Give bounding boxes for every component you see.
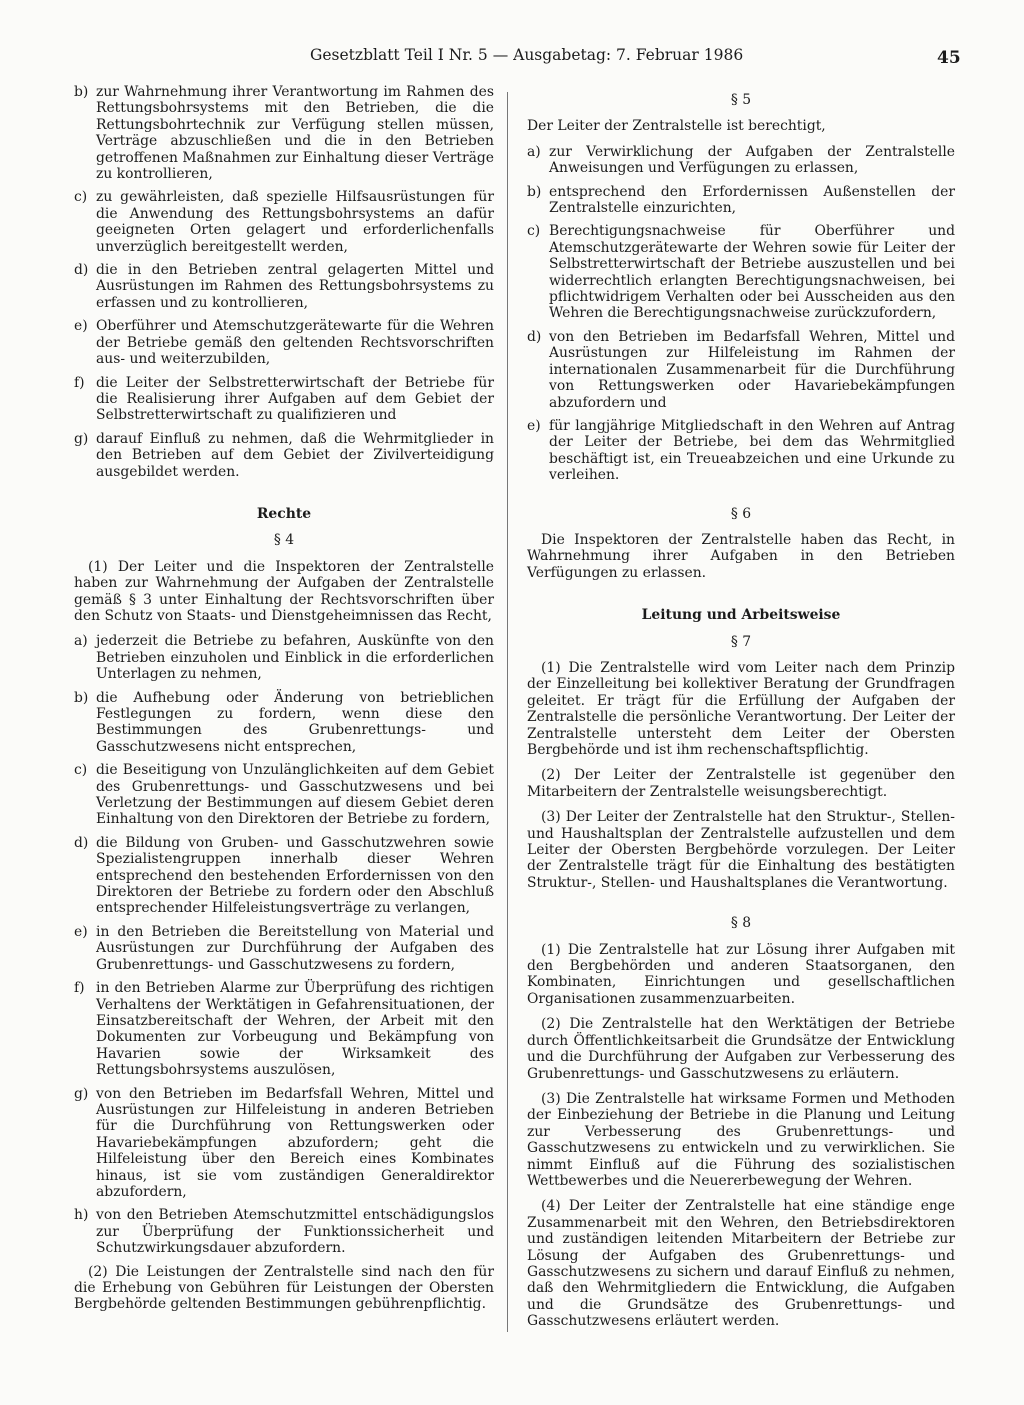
item-text: Oberführer und Atemschutzgerätewarte für die Wehren der Betriebe gemäß den geltenden Rechtsvorschriften aus- und weiterzubilden,	[96, 318, 494, 368]
item-label: f)	[74, 374, 85, 391]
heading-rechte: Rechte	[256, 505, 312, 522]
item-text: jederzeit die Betriebe zu befahren, Auskünfte von den Betrieben einzuholen und Einblick in die erforderlichen Unterlagen zu nehmen,	[96, 633, 494, 683]
item-text: entsprechend den Erfordernissen Außenstellen der Zentralstelle einzurichten,	[549, 183, 955, 217]
header-title: Gesetzblatt Teil I Nr. 5 — Ausgabetag: 7. Februar 1986	[310, 46, 744, 64]
item-text: für langjährige Mitgliedschaft in den Wehren auf Antrag der Leiter der Betriebe, bei dem das Wehrmitglied beschäftigt ist, ein Treueabzeichen und eine Urkunde zu verleihen.	[549, 417, 955, 484]
left-column	[74, 84, 494, 1322]
paragraph-7-1: (1) Die Zentralstelle wird vom Leiter nach dem Prinzip der Einzelleitung bei kollektiver Beratung der Grundfragen geleitet. Er trägt für die Erfüllung der Aufgaben der Zentralstelle die persönliche Verantwortung. Der Leiter der Zentralstelle untersteht dem Leiter der Obersten Bergbehörde und ist ihm rechenschaftspflichtig.	[527, 659, 955, 758]
item-label: c)	[74, 189, 88, 206]
section-5-title: § 5	[730, 92, 752, 108]
paragraph-7-3: (3) Der Leiter der Zentralstelle hat den Struktur-, Stellen- und Haushaltsplan der Zentralstelle aufzustellen und dem Leiter der Obersten Bergbehörde vorzulegen. Der Leiter der Zentralstelle trägt für die Einhaltung des bestätigten Struktur-, Stellen- und Haushaltsplanes die Verantwortung.	[527, 809, 955, 891]
list-item	[74, 262, 494, 311]
paragraph-4-1: (1) Der Leiter und die Inspektoren der Zentralstelle haben zur Wahrnehmung der Aufgaben der Zentralstelle gemäß § 3 unter Einhaltung der Rechtsvorschriften über den Schutz von Staats- und Dienstgeheimnissen das Recht,	[74, 558, 494, 624]
item-label: g)	[74, 430, 89, 447]
item-text: die in den Betrieben zentral gelagerten Mittel und Ausrüstungen im Rahmen des Rettungsbohrsystems zu erfassen und zu kontrollieren,	[96, 262, 494, 311]
item-text: die Beseitigung von Unzulänglichkeiten auf dem Gebiet des Grubenrettungs- und Gasschutzwesens und bei Verletzung der Bestimmungen auf diesem Gebiet deren Einhaltung von den Direktoren der Betriebe zu fordern,	[96, 762, 494, 828]
list-item	[74, 835, 494, 917]
item-label: b)	[74, 689, 89, 706]
item-text: die Aufhebung oder Änderung von betrieblichen Festlegungen zu fordern, wenn diese den Bestimmungen des Grubenrettungs- und Gasschutzwesens nicht entsprechen,	[96, 689, 494, 755]
item-label: a)	[527, 143, 541, 160]
paragraph-8-3: (3) Die Zentralstelle hat wirksame Formen und Methoden der Einbeziehung der Betriebe in die Planung und Leitung zur Verbesserung des Grubenrettungs- und Gasschutzwesens zu entwickeln und zu verwirklichen. Sie nimmt Einfluß auf die Führung des sozialistischen Wettbewerbes und die Neuererbewegung der Wehren.	[527, 1090, 955, 1189]
list-item	[74, 1086, 494, 1201]
page-number: 45	[937, 48, 961, 68]
list-item	[74, 189, 494, 255]
item-text: Berechtigungsnachweise für Oberführer und Atemschutzgerätewarte der Wehren sowie für Leiter der Selbstretterwirtschaft der Betriebe auszustellen und bei widerrechtlich erlangten Berechtigungsnachweisen, bei pflichtwidrigem Verhalten oder bei Ausscheiden aus den Wehren die Berechtigungsnachweise zurückzufordern,	[549, 223, 955, 322]
item-label: c)	[527, 223, 541, 240]
paragraph-7-2: (2) Der Leiter der Zentralstelle ist gegenüber den Mitarbeitern der Zentralstelle weisungsberechtigt.	[527, 767, 955, 800]
item-label: d)	[74, 834, 89, 851]
item-label: e)	[74, 318, 88, 335]
list-item	[74, 690, 494, 756]
item-text: in den Betrieben Alarme zur Überprüfung des richtigen Verhaltens der Werktätigen in Gefahrensituationen, der Einsatzbereitschaft der Wehren, der Arbeit mit den Dokumenten zur Vorbeugung und Bekämpfung von Havarien sowie der Wirksamkeit des Rettungsbohrsystems auszulösen,	[96, 980, 494, 1079]
list-item	[74, 84, 494, 182]
list-item	[527, 223, 955, 321]
page-header	[0, 46, 1024, 70]
item-label: d)	[74, 262, 89, 279]
item-label: h)	[74, 1207, 89, 1224]
list-item	[527, 184, 955, 217]
item-text: von den Betrieben Atemschutzmittel entschädigungslos zur Überprüfung der Funktionssicherheit und Schutzwirkungsdauer abzufordern.	[96, 1207, 494, 1257]
paragraph-4-2: (2) Die Leistungen der Zentralstelle sind nach den für die Erhebung von Gebühren für Leistungen der Obersten Bergbehörde geltenden Bestimmungen gebührenpflichtig.	[74, 1263, 494, 1313]
list-item	[74, 980, 494, 1078]
paragraph-6: Die Inspektoren der Zentralstelle haben das Recht, in Wahrnehmung ihrer Aufgaben in den Betrieben Verfügungen zu erlassen.	[527, 531, 955, 581]
list-item	[74, 924, 494, 973]
item-label: g)	[74, 1085, 89, 1102]
list-item	[74, 375, 494, 424]
list-item	[74, 431, 494, 480]
right-column	[527, 84, 955, 1339]
item-label: c)	[74, 762, 88, 779]
item-label: e)	[74, 923, 88, 940]
item-label: b)	[74, 84, 89, 100]
item-label: f)	[74, 980, 85, 997]
list-item	[74, 1207, 494, 1256]
paragraph-8-4: (4) Der Leiter der Zentralstelle hat eine ständige enge Zusammenarbeit mit den Wehren, den Betriebsdirektoren und zuständigen leitenden Mitarbeitern der Betriebe zur Lösung der Aufgaben des Grubenrettungs- und Gasschutzwesens zu sichern und darauf Einfluß zu nehmen, daß den Wehrmitgliedern die Entwicklung, die Aufgaben und die Grundsätze des Grubenrettungs- und Gasschutzwesens erläutert werden.	[527, 1198, 955, 1330]
list-item	[527, 144, 955, 177]
paragraph-5-intro: Der Leiter der Zentralstelle ist berechtigt,	[527, 118, 826, 135]
item-text: zu gewährleisten, daß spezielle Hilfsausrüstungen für die Anwendung des Rettungsbohrsystems an dafür geeigneten Orten gelagert und erforderlichenfalls unverzüglich bereitgestellt werden,	[96, 189, 494, 255]
heading-leitung: Leitung und Arbeitsweise	[641, 607, 841, 624]
item-text: von den Betrieben im Bedarfsfall Wehren, Mittel und Ausrüstungen zur Hilfeleistung in anderen Betrieben für die Durchführung von Rettungswerken oder Havariebekämpfungen abzufordern; geht die Hilfeleistung über den Bereich eines Kombinates hinaus, ist sie vom zuständigen Generaldirektor abzufordern,	[96, 1085, 494, 1200]
paragraph-8-1: (1) Die Zentralstelle hat zur Lösung ihrer Aufgaben mit den Bergbehörden und anderen Staatsorganen, den Kombinaten, Einrichtungen und gesellschaftlichen Organisationen zusammenzuarbeiten.	[527, 941, 955, 1007]
item-label: b)	[527, 183, 542, 200]
list-item	[74, 318, 494, 367]
section-4-title: § 4	[273, 532, 295, 549]
item-text: darauf Einfluß zu nehmen, daß die Wehrmitglieder in den Betrieben auf dem Gebiet der Zivilverteidigung ausgebildet werden.	[96, 430, 494, 480]
item-label: a)	[74, 633, 88, 650]
item-text: zur Verwirklichung der Aufgaben der Zentralstelle Anweisungen und Verfügungen zu erlassen,	[549, 143, 955, 177]
item-label: e)	[527, 417, 541, 434]
item-text: von den Betrieben im Bedarfsfall Wehren, Mittel und Ausrüstungen zur Hilfeleistung im Rahmen der internationalen Zusammenarbeit für die Durchführung von Rettungswerken oder Havariebekämpfungen abzufordern und	[549, 328, 955, 411]
section-6-title: § 6	[730, 505, 752, 522]
list-item	[74, 633, 494, 682]
item-label: d)	[527, 328, 542, 345]
list-item	[74, 762, 494, 828]
section-7-title: § 7	[730, 633, 752, 650]
item-text: in den Betrieben die Bereitstellung von Material und Ausrüstungen zur Durchführung der Aufgaben des Grubenrettungs- und Gasschutzwesens zu fordern,	[96, 923, 494, 973]
section-8-title: § 8	[730, 915, 752, 932]
list-item	[527, 329, 955, 411]
item-text: die Bildung von Gruben- und Gasschutzwehren sowie Spezialistengruppen innerhalb dieser Wehren entsprechend den bestehenden Erfordernissen von den Direktoren der Betriebe zu fordern oder den Abschluß entsprechender Hilfeleistungsverträge zu verlangen,	[96, 834, 494, 917]
list-item	[527, 418, 955, 484]
item-text: die Leiter der Selbstretterwirtschaft der Betriebe für die Realisierung ihrer Aufgaben auf dem Gebiet der Selbstretterwirtschaft zu qualifizieren und	[96, 374, 494, 424]
item-text: zur Wahrnehmung ihrer Verantwortung im Rahmen des Rettungsbohrsystems mit den Betrieben, die die Rettungsbohrtechnik zur Verfügung stellen müssen, Verträge abzuschließen und die in den Betrieben getroffenen Maßnahmen zur Einhaltung dieser Verträge zu kontrollieren,	[96, 84, 494, 183]
column-divider	[507, 92, 508, 1332]
paragraph-8-2: (2) Die Zentralstelle hat den Werktätigen der Betriebe durch Öffentlichkeitsarbeit die Grundsätze der Entwicklung und die Durchführung der Aufgaben zur Verbesserung des Grubenrettungs- und Gasschutzwesens zu erläutern.	[527, 1016, 955, 1082]
